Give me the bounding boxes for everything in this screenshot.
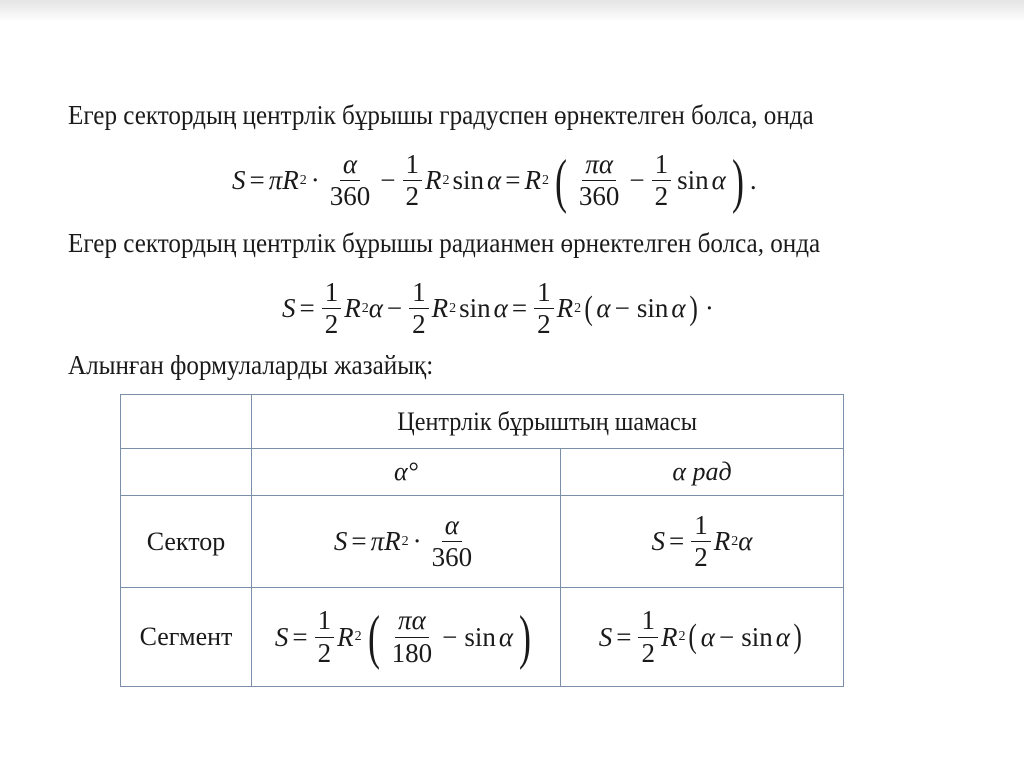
- segment-degree-formula: S = $\frac{1}{2}$ R 2 ( $\frac{\pi\alpha}{180}$ − sin α ): [252, 588, 561, 687]
- formula-summary-table: [120, 394, 844, 687]
- col-radian-header: α рад: [561, 449, 844, 496]
- top-shadow: [0, 0, 1024, 22]
- sector-degree-formula: S = π R 2 · $\frac{\alpha}{360}$: [252, 496, 561, 588]
- summary-intro-text: Алынған формулаларды жазайық:: [68, 350, 434, 380]
- col-degree-header: α°: [252, 449, 561, 496]
- table-header-cell: Центрлік бұрыштың шамасы: [252, 395, 844, 449]
- segment-radian-formula: S = $\frac{1}{2}$ R 2 ( α − sin α ): [561, 588, 844, 687]
- empty-cell: [121, 395, 252, 449]
- radian-intro-text: Егер сектордың центрлік бұрышы радианмен өрнектелген болса, онда: [68, 228, 821, 258]
- degree-intro-text: Егер сектордың центрлік бұрышы градуспен өрнектелген болса, онда: [68, 100, 814, 130]
- row-sector-label: Сектор: [121, 496, 252, 588]
- sector-radian-formula: S = $\frac{1}{2}$ R 2 α: [561, 496, 844, 588]
- segment-area-radian-formula: S = $\frac{1}{2}$ R 2 α − $\frac{1}{2}$ R 2 sin α = $\frac{1}{2}$ R 2 ( α − sin α ) ·: [282, 277, 714, 340]
- empty-cell: [121, 449, 252, 496]
- segment-area-degree-formula: S = π R 2 · $\frac{\alpha}{360}$ − $\frac{1}{2}$ R 2 sin α = R 2 ( $\frac{\pi\alpha}{360}$ − $\frac{1}{2}$ sin α ) .: [232, 147, 757, 214]
- row-segment-label: Сегмент: [121, 588, 252, 687]
